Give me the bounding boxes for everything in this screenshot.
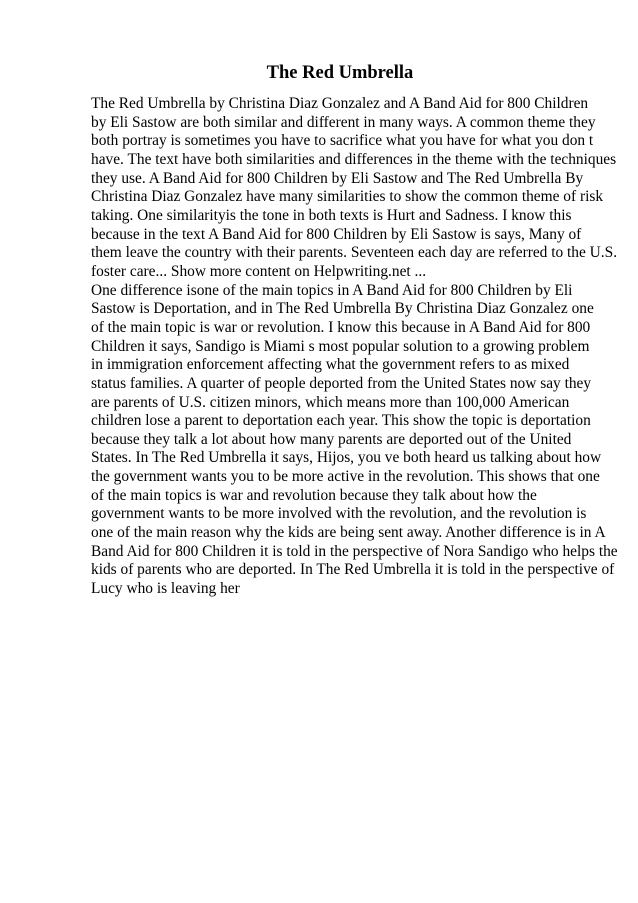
essay-line: States. In The Red Umbrella it says, Hijos, you ve both heard us talking about how <box>91 449 602 467</box>
essay-line: Christina Diaz Gonzalez have many similarities to show the common theme of risk <box>91 188 604 206</box>
page-title: The Red Umbrella <box>266 63 414 83</box>
essay-line: taking. One similarityis the tone in both texts is Hurt and Sadness. I know this <box>91 206 572 224</box>
essay-line: in immigration enforcement affecting what the government refers to as mixed <box>91 356 570 374</box>
essay-line: by Eli Sastow are both similar and different in many ways. A common theme they <box>91 113 596 131</box>
essay-line: One difference isone of the main topics in A Band Aid for 800 Children by Eli <box>91 281 573 299</box>
essay-line: of the main topics is war and revolution because they talk about how the <box>91 486 537 504</box>
essay-line: they use. A Band Aid for 800 Children by Eli Sastow and The Red Umbrella By <box>91 169 584 187</box>
essay-line: children lose a parent to deportation each year. This show the topic is deportation <box>91 412 591 430</box>
essay-line: the government wants you to be more active in the revolution. This shows that one <box>91 468 600 486</box>
essay-line: because in the text A Band Aid for 800 Children by Eli Sastow is says, Many of <box>91 225 582 243</box>
essay-line: one of the main reason why the kids are being sent away. Another difference is in A <box>91 524 606 542</box>
essay-line: Sastow is Deportation, and in The Red Umbrella By Christina Diaz Gonzalez one <box>91 300 594 318</box>
essay-line: government wants to be more involved with the revolution, and the revolution is <box>91 505 587 523</box>
essay-line: kids of parents who are deported. In The Red Umbrella it is told in the perspective of <box>91 561 615 579</box>
essay-line: Lucy who is leaving her <box>91 580 240 598</box>
essay-line: The Red Umbrella by Christina Diaz Gonzalez and A Band Aid for 800 Children <box>91 95 589 112</box>
essay-body <box>91 95 618 599</box>
essay-line: them leave the country with their parents. Seventeen each day are referred to the U.S. <box>91 244 618 262</box>
essay-line: Children it says, Sandigo is Miami s most popular solution to a growing problem <box>91 337 590 355</box>
essay-line: of the main topic is war or revolution. I know this because in A Band Aid for 800 <box>91 318 591 336</box>
essay-line: foster care... Show more content on Helpwriting.net ... <box>91 262 427 280</box>
essay-line: have. The text have both similarities and differences in the theme with the techniques <box>91 150 617 168</box>
essay-line: both portray is sometimes you have to sacrifice what you have for what you don t <box>91 132 594 150</box>
essay-line: status families. A quarter of people deported from the United States now say they <box>91 374 592 392</box>
essay-line: are parents of U.S. citizen minors, which means more than 100,000 American <box>91 393 570 411</box>
essay-line: Band Aid for 800 Children it is told in the perspective of Nora Sandigo who helps the <box>91 542 618 560</box>
essay-line: because they talk a lot about how many parents are deported out of the United <box>91 430 572 448</box>
